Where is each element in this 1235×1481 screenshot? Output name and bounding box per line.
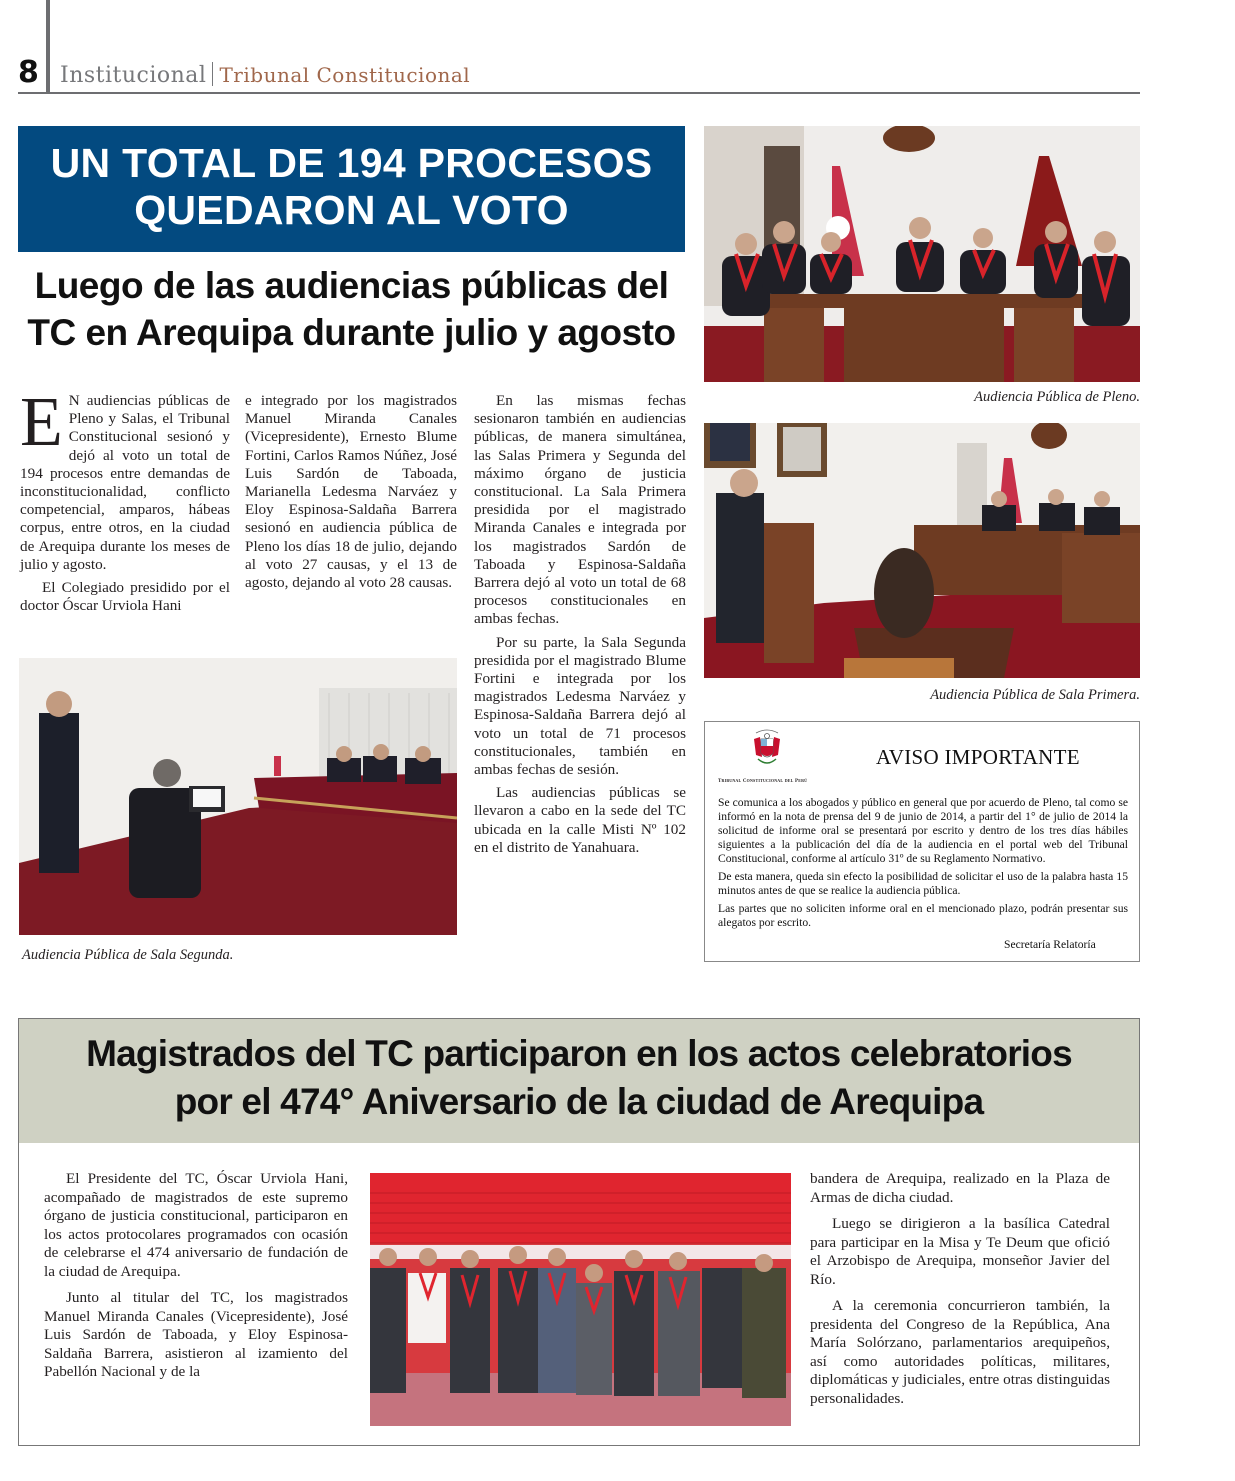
tc-logo-caption: Tribunal Constitucional del Perú [718,779,808,784]
article1-column-2 [245,392,457,597]
article-title-banner [18,126,685,252]
photo-caption-pleno: Audiencia Pública de Pleno. [974,389,1140,405]
notice-body [718,796,1128,934]
publication-name: Tribunal Constitucional [219,63,471,87]
article2-column-1 [44,1170,348,1387]
header-rule [18,92,1140,94]
photo-sala-primera-image [704,423,1140,678]
drop-cap: E [20,384,63,461]
paragraph: E N audiencias públicas de Pleno y Salas, el Tribunal Constitucional sesionó y dejó al voto un total de 194 procesos entre demandas de inconstitucionalidad, conflicto competencial, amparos, hábeas corpus, entre otros, en la ciudad de Arequipa durante los meses de julio y agosto. [20,384,230,573]
photo-sala-segunda-image [19,658,457,935]
paragraph: El Presidente del TC, Óscar Urviola Hani, acompañado de magistrados de este supremo órgano de justicia constitucional, participaron en los actos protocolares programados con ocasión de celebrarse el 474 aniversario de fundación de la ciudad de Arequipa. [44,1170,348,1280]
article2-column-2 [810,1170,1110,1413]
article1-column-3 [474,392,686,862]
article2-title [19,1030,1139,1126]
header-divider [212,62,213,86]
article2-title-line1: Magistrados del TC participaron en los actos celebratorios [86,1033,1072,1074]
article-subtitle [18,262,685,356]
paragraph: Por su parte, la Sala Segunda presidida por el magistrado Blume Fortini e integrada por los magistrados Ledesma Narváez y Espinosa-Saldaña Barrera dejó al voto un total de 71 procesos constitucionales, también en ambas fechas de sesión. [474,633,686,779]
section-header [60,62,470,89]
paragraph: En las mismas fechas sesionaron también en audiencias públicas, de manera simultánea, las Salas Primera y Segunda del máximo órgano de justicia constitucional. La Sala Primera presidida por el magistrado Miranda Canales e integrada por los magistrados Sardón de Taboada y Espinosa-Saldaña Barrera dejó al voto un total de 68 procesos constitucionales en ambas fechas. [474,392,686,628]
notice-paragraph: De esta manera, queda sin efecto la posibilidad de solicitar el uso de la palabra hasta 15 minutos antes de que se realice la audiencia pública. [718,870,1128,897]
photo-pleno-image [704,126,1140,382]
photo-caption-sala-primera: Audiencia Pública de Sala Primera. [930,687,1140,703]
photo-caption-sala-segunda: Audiencia Pública de Sala Segunda. [22,947,234,963]
photo-sala-segunda [19,658,457,935]
article-title-line1: UN TOTAL DE 194 PROCESOS [50,140,653,186]
article1-column-1 [20,384,230,620]
paragraph: e integrado por los magistrados Manuel Miranda Canales (Vicepresidente), Ernesto Blume Fortini, Carlos Ramos Núñez, José Luis Sardón de Taboada, Marianella Ledesma Narváez y Eloy Espinosa-Saldaña Barrera sesionó en audiencia pública de Pleno los días 18 de julio, dejando al voto 27 causas, y el 13 de agosto, dejando al voto 28 causas. [245,392,457,592]
photo-anniversary-ceremony-image [370,1173,791,1426]
article-subtitle-line1: Luego de las audiencias públicas del [34,265,669,306]
paragraph: El Colegiado presidido por el doctor Óscar Urviola Hani [20,579,230,615]
page-number: 8 [18,55,39,90]
paragraph: Las audiencias públicas se llevaron a cabo en la sede del TC ubicada en la calle Misti Nº 102 en el distrito de Yanahuara. [474,784,686,856]
photo-anniversary-ceremony [370,1173,791,1426]
paragraph: A la ceremonia concurrieron también, la presidenta del Congreso de la República, Ana María Solórzano, parlamentarios arequipeños, así como autoridades políticas, militares, diplomáticas y judiciales, entre otras distinguidas personalidades. [810,1297,1110,1407]
notice-signature: Secretaría Relatoría [1004,938,1096,951]
section-name: Institucional [60,63,207,88]
photo-sala-primera [704,423,1140,678]
tc-coat-of-arms-icon [752,727,782,773]
paragraph: Junto al titular del TC, los magistrados Manuel Miranda Canales (Vicepresidente), José Luis Sardón de Taboada, y Eloy Espinosa-Saldaña Barrera, asistieron al izamiento del Pabellón Nacional y de la [44,1289,348,1380]
paragraph: Luego se dirigieron a la basílica Catedral para participar en la Misa y Te Deum que ofició el Arzobispo de Arequipa, monseñor Javier del Río. [810,1215,1110,1288]
notice-title: AVISO IMPORTANTE [876,745,1080,769]
photo-pleno [704,126,1140,382]
paragraph: bandera de Arequipa, realizado en la Plaza de Armas de dicha ciudad. [810,1170,1110,1206]
header-vertical-rule [46,0,50,94]
article-subtitle-line2: TC en Arequipa durante julio y agosto [27,312,676,353]
article2-title-line2: por el 474° Aniversario de la ciudad de Arequipa [174,1081,984,1122]
notice-paragraph: Se comunica a los abogados y público en general que por acuerdo de Pleno, tal como se informó en la nota de prensa del 9 de junio de 2014, a partir del 1° de julio de 2014 la solicitud de informe oral se presentará por escrito y dentro de los tres días hábiles siguientes a la publicación del día de la audiencia en el portal web del Tribunal Constitucional, conforme al artículo 31º de su Reglamento Normativo. [718,796,1128,865]
article-title-line2: QUEDARON AL VOTO [134,187,569,233]
notice-paragraph: Las partes que no soliciten informe oral en el mencionado plazo, podrán presentar sus alegatos por escrito. [718,902,1128,929]
